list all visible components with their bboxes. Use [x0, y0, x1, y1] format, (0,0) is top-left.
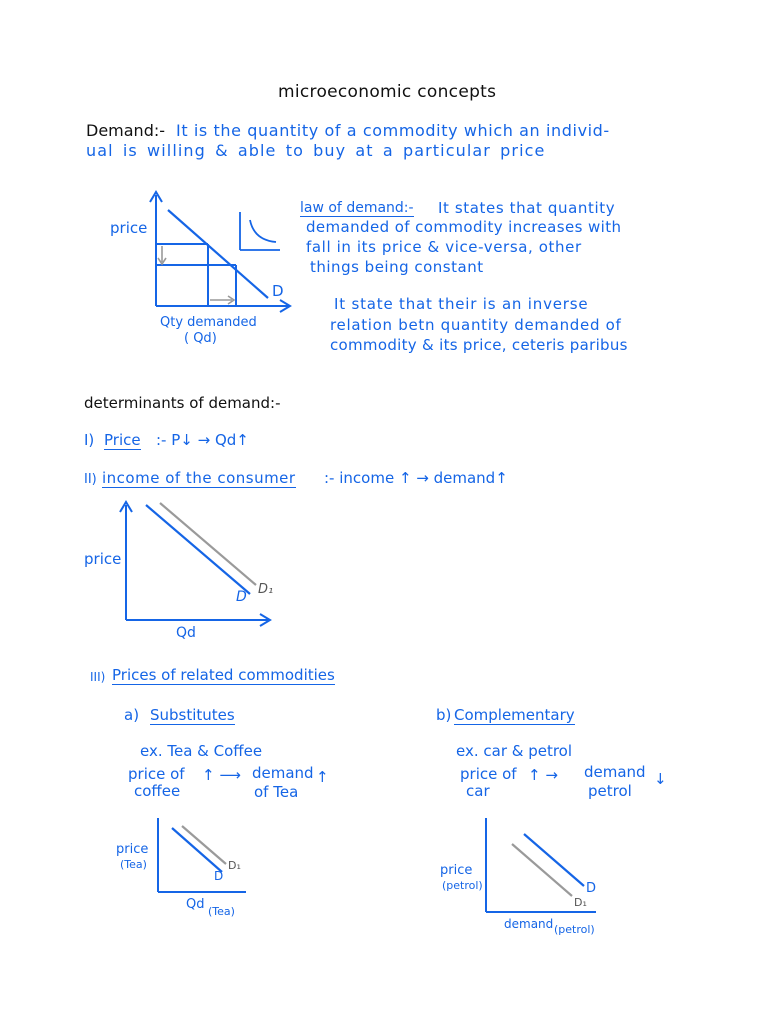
graph1-axes	[150, 192, 290, 312]
graph4-price-label: price	[440, 863, 473, 878]
graph4-petrol-label: (petrol)	[442, 879, 483, 892]
graph2-d1-curve	[160, 503, 256, 585]
law-line1: It states that quantity	[438, 199, 616, 217]
law-line5: It state that their is an inverse	[334, 295, 589, 313]
comp-number: b)	[436, 706, 452, 724]
graph1-price-label: price	[110, 219, 148, 237]
det-ii-relation: :- income ↑ → demand↑	[324, 469, 508, 487]
graph2-price-label: price	[84, 550, 122, 568]
law-line3: fall in its price & vice-versa, other	[306, 238, 582, 256]
subs-number: a)	[124, 706, 140, 724]
comp-label: Complementary	[454, 706, 575, 724]
graph3-qd-label: Qd	[186, 897, 205, 912]
subs-arrow: ↑ ⟶	[202, 766, 241, 784]
comp-arrow: ↑ →	[528, 766, 558, 784]
graph3-tea-label: (Tea)	[120, 858, 147, 871]
graph2-d-label: D	[236, 589, 247, 605]
graph3-price-label: price	[116, 842, 149, 857]
graph3-d1-label: D₁	[228, 859, 241, 872]
law-of-demand-label: law of demand:-	[300, 200, 414, 216]
law-line7: commodity & its price, ceteris paribus	[330, 336, 628, 354]
det-i-label: Price	[104, 431, 141, 449]
graph3-axes	[158, 818, 246, 892]
graph1-qd-label: ( Qd)	[184, 331, 217, 346]
subs-demand: demand	[252, 764, 314, 782]
det-ii-label: income of the consumer	[102, 469, 296, 487]
graph2-d1-label: D₁	[258, 582, 274, 597]
law-line2: demanded of commodity increases with	[306, 218, 622, 236]
subs-example: ex. Tea & Coffee	[140, 742, 263, 760]
graph3-d-label: D	[214, 869, 224, 883]
det-i-number: I)	[84, 431, 95, 449]
det-i-relation: :- P↓ → Qd↑	[156, 431, 249, 449]
demand-def-line2: ual is willing & able to buy at a particular price	[86, 141, 546, 160]
graph3-d1-curve	[182, 826, 226, 864]
graph4-d1-curve	[512, 844, 572, 896]
determinants-heading: determinants of demand:-	[84, 394, 281, 412]
subs-of-tea: of Tea	[254, 783, 299, 801]
comp-price-of: price of	[460, 765, 517, 783]
law-line4: things being constant	[310, 258, 484, 276]
subs-up-arrow: ↑	[316, 768, 329, 786]
graph3-qd-tea-label: (Tea)	[208, 905, 235, 918]
comp-car: car	[466, 782, 490, 800]
demand-label: Demand:-	[86, 121, 166, 140]
demand-def-line1: It is the quantity of a commodity which an individ-	[176, 121, 610, 140]
comp-example: ex. car & petrol	[456, 742, 573, 760]
law-line6: relation betn quantity demanded of	[330, 316, 622, 334]
subs-label: Substitutes	[150, 706, 235, 724]
graph1-qty-label: Qty demanded	[160, 315, 257, 330]
det-iii-label: Prices of related commodities	[112, 666, 335, 684]
det-iii-number: III)	[90, 670, 106, 684]
graph1-inset	[240, 212, 280, 250]
graph1-d-label: D	[272, 282, 284, 300]
graph2-qd-label: Qd	[176, 625, 196, 641]
comp-petrol: petrol	[588, 782, 632, 800]
graph4-d-label: D	[586, 881, 597, 896]
comp-demand: demand	[584, 763, 646, 781]
subs-coffee: coffee	[134, 782, 181, 800]
graph2-axes	[120, 502, 270, 626]
comp-down-arrow: ↓	[654, 770, 667, 788]
subs-price-of: price of	[128, 765, 185, 783]
page-title: microeconomic concepts	[278, 82, 497, 102]
graph4-x-petrol-label: (petrol)	[554, 923, 595, 936]
graph1-shift-arrows	[158, 246, 234, 304]
det-ii-number: II)	[84, 472, 97, 487]
graph4-demand-label: demand	[504, 917, 554, 931]
graph4-d1-label: D₁	[574, 896, 587, 909]
